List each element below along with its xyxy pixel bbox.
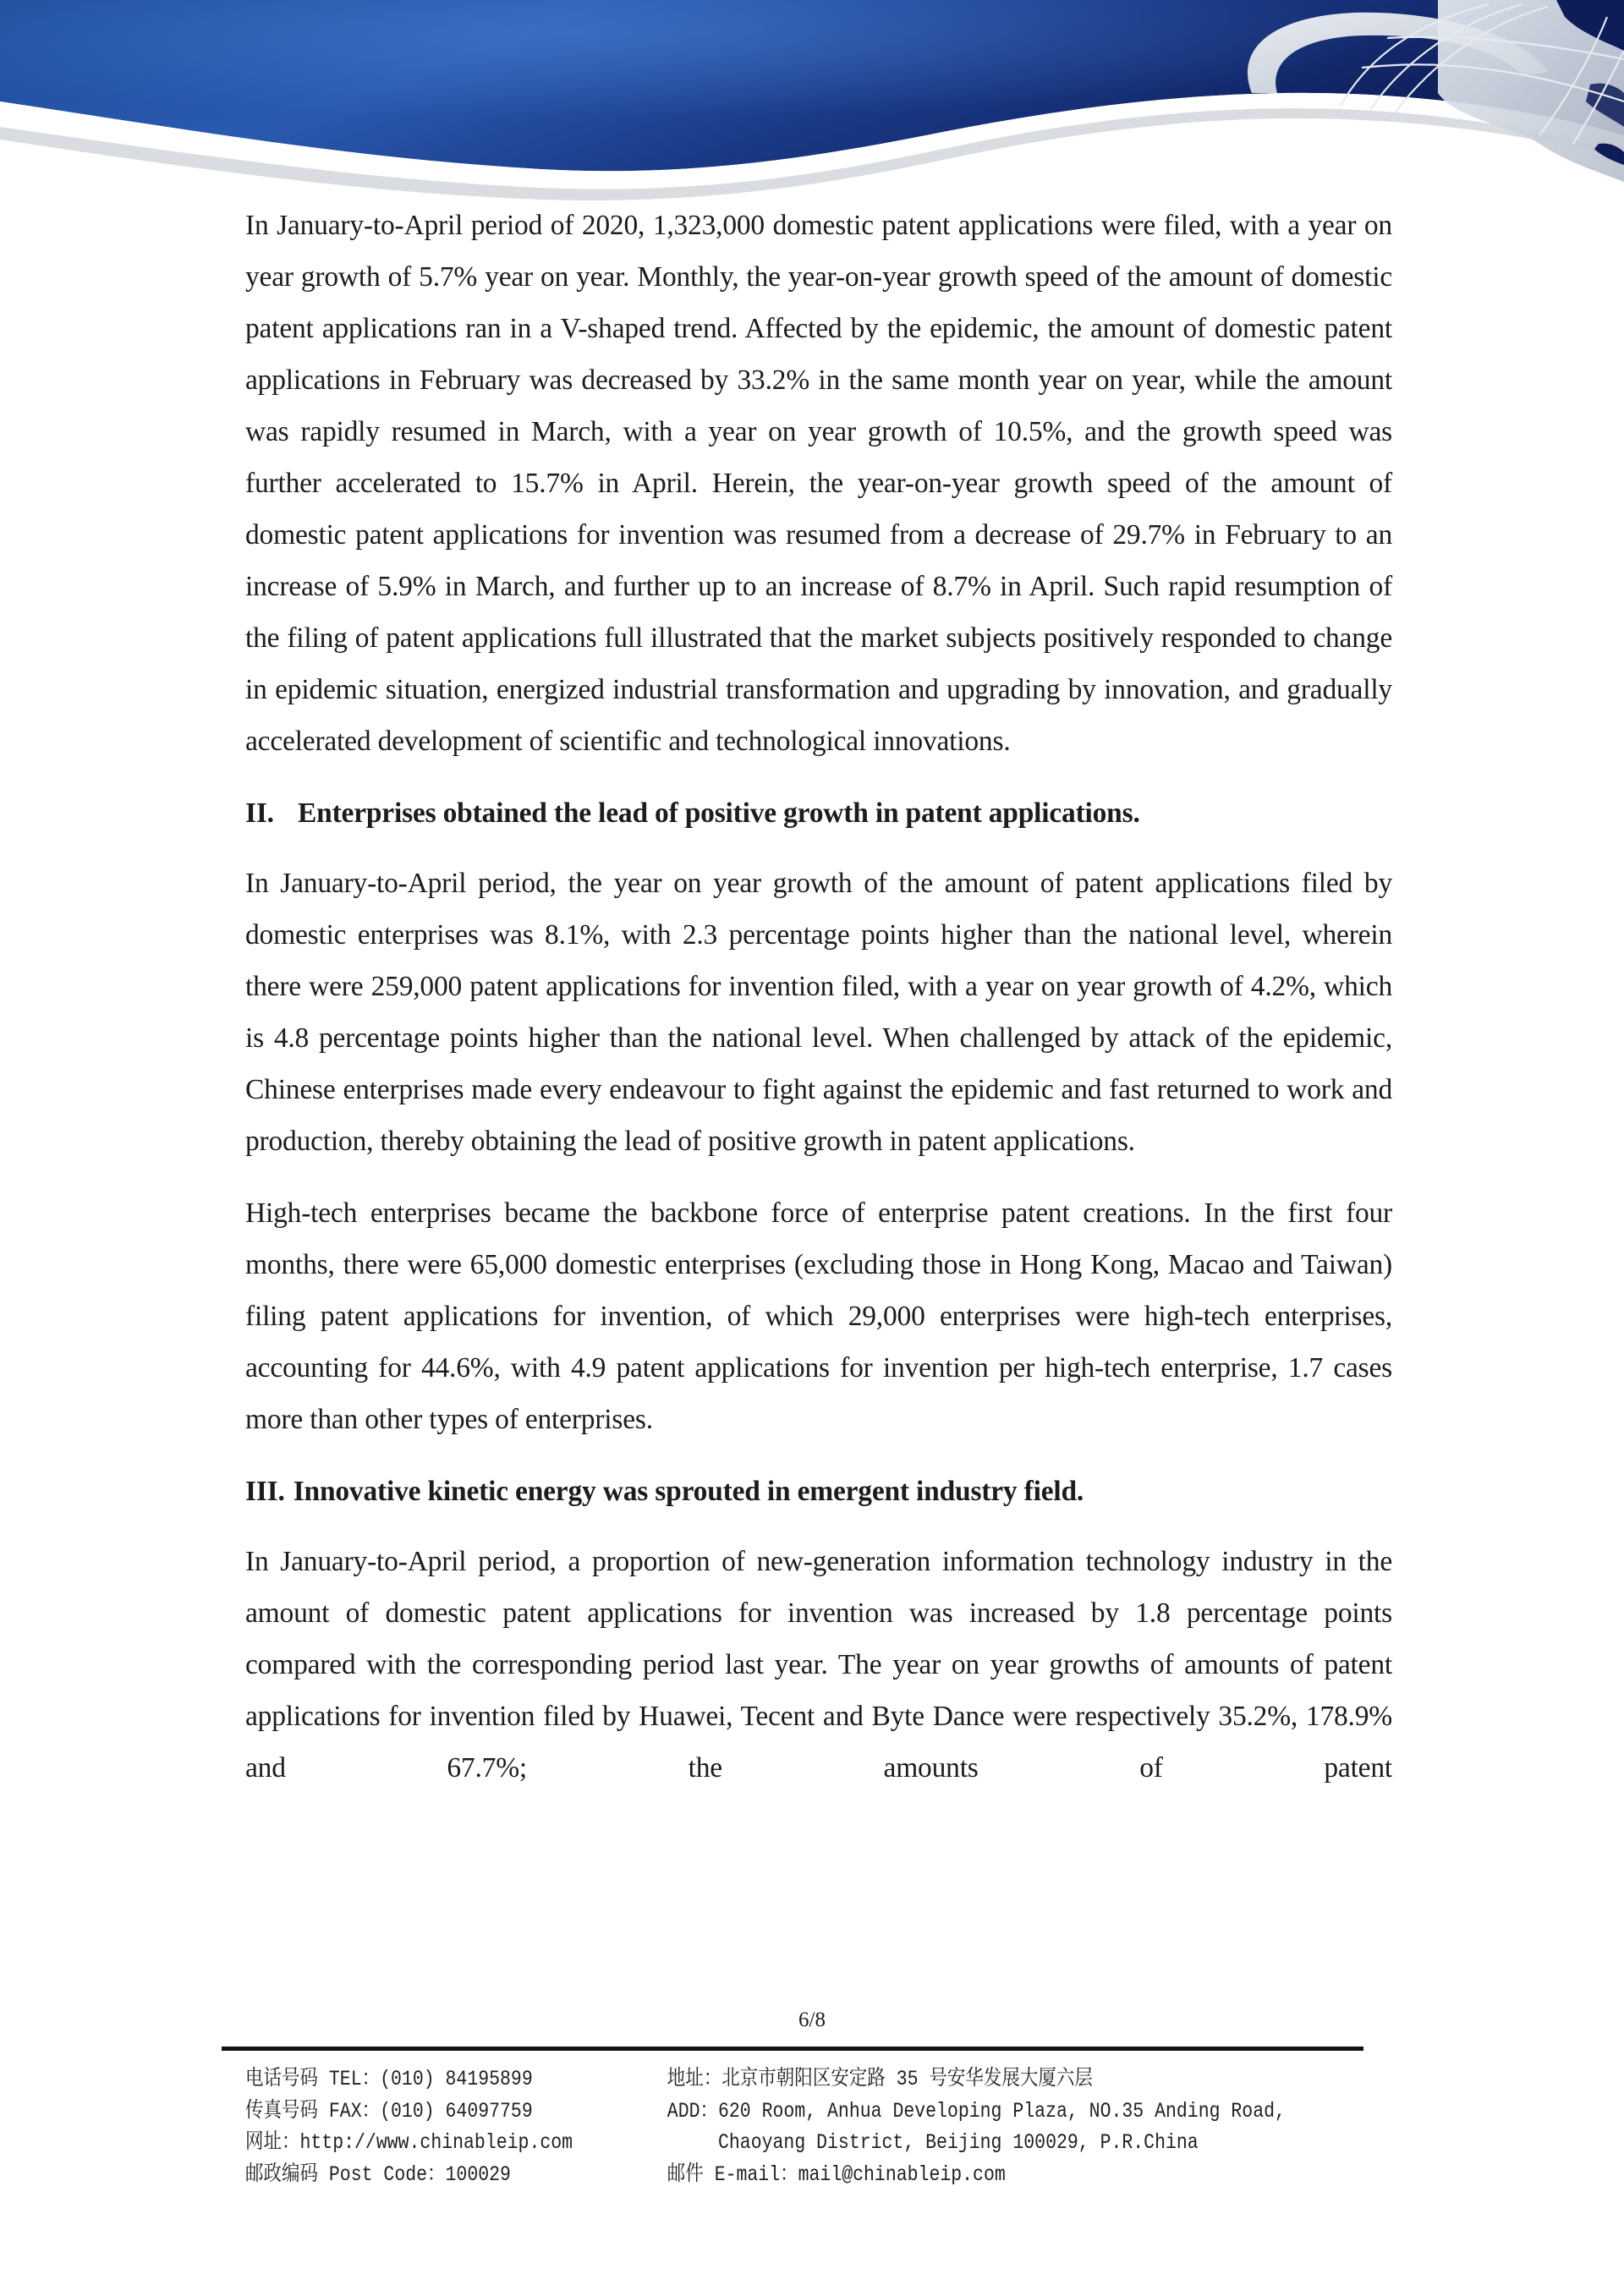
section-3-paragraph: In January-to-April period, a proportion of new-generation information technology industry in the amount of domestic patent applications for invention was increased by 1.8 percentage points compared with the corresponding period last year. The year on year growths of amounts of patent applications for invention filed by Huawei, Tecent and Byte Dance were respectively 35.2%, 178.9% and 67.7%; the amounts of patent — [245, 1546, 1392, 1784]
section-2-paragraph: In January-to-April period, the year on year growth of the amount of patent applications filed by domestic enterprises was 8.1%, with 2.3 percentage points higher than the national level, wherein there were 259,000 patent applications for invention filed, with a year on year growth of 4.2%, which is 4.8 percentage points higher than the national level. When challenged by attack of the epidemic, Chinese enterprises made every endeavour to fight against the epidemic and fast returned to work and production, thereby obtaining the lead of positive growth in patent applications. — [245, 868, 1392, 1157]
document-body — [245, 200, 1392, 1814]
section-2-heading — [245, 787, 1392, 839]
contact-left-column — [245, 2063, 653, 2190]
intro-paragraph: In January-to-April period of 2020, 1,323,000 domestic patent applications were filed, with a year on year growth of 5.7% year on year. Monthly, the year-on-year growth speed of the amount of domestic patent applications ran in a V-shaped trend. Affected by the epidemic, the amount of domestic patent applications in February was decreased by 33.2% in the same month year on year, while the amount was rapidly resumed in March, with a year on year growth of 10.5%, and the growth speed was further accelerated to 15.7% in April. Herein, the year-on-year growth speed of the amount of domestic patent applications for invention was resumed from a decrease of 29.7% in February to an increase of 5.9% in March, and further up to an increase of 8.7% in April. Such rapid resumption of the filing of patent applications full illustrated that the market subjects positively responded to change in epidemic situation, energized industrial transformation and upgrading by innovation, and gradually accelerated development of scientific and technological innovations. — [245, 210, 1392, 757]
address-english-line-2: Chaoyang District, Beijing 100029, P.R.China — [718, 2130, 1199, 2155]
footer-divider — [222, 2047, 1363, 2051]
section-3-number: III. — [245, 1476, 285, 1507]
section-3-title: Innovative kinetic energy was sprouted in emergent industry field. — [293, 1476, 1084, 1507]
post-code: 邮政编码 Post Code：100029 — [245, 2162, 511, 2187]
phone-number: 电话号码 TEL：(010) 84195899 — [245, 2067, 533, 2091]
address-english-line-1: ADD：620 Room, Anhua Developing Plaza, NO.35 Anding Road, — [667, 2098, 1286, 2123]
banner-graphic — [0, 0, 1624, 203]
section-2-number: II. — [245, 797, 274, 829]
website-link[interactable]: 网址：http://www.chinableip.com — [245, 2130, 573, 2155]
fax-number: 传真号码 FAX：(010) 64097759 — [245, 2098, 533, 2123]
page-number: 6/8 — [798, 2008, 826, 2031]
address-chinese: 地址：北京市朝阳区安定路 35 号安华发展大厦六层 — [667, 2067, 1093, 2091]
email-link[interactable]: 邮件 E-mail：mail@chinableip.com — [667, 2162, 1006, 2187]
contact-right-column — [667, 2063, 1395, 2190]
section-2-paragraph: High-tech enterprises became the backbone force of enterprise patent creations. In the first four months, there were 65,000 domestic enterprises (excluding those in Hong Kong, Macao and Taiwan) filing patent applications for invention, of which 29,000 enterprises were high-tech enterprises, accounting for 44.6%, with 4.9 patent applications for invention per high-tech enterprise, 1.7 cases more than other types of enterprises. — [245, 1197, 1392, 1435]
section-3-heading — [245, 1466, 1392, 1517]
section-2-title: Enterprises obtained the lead of positive growth in patent applications. — [298, 797, 1140, 829]
header-banner — [0, 0, 1624, 203]
